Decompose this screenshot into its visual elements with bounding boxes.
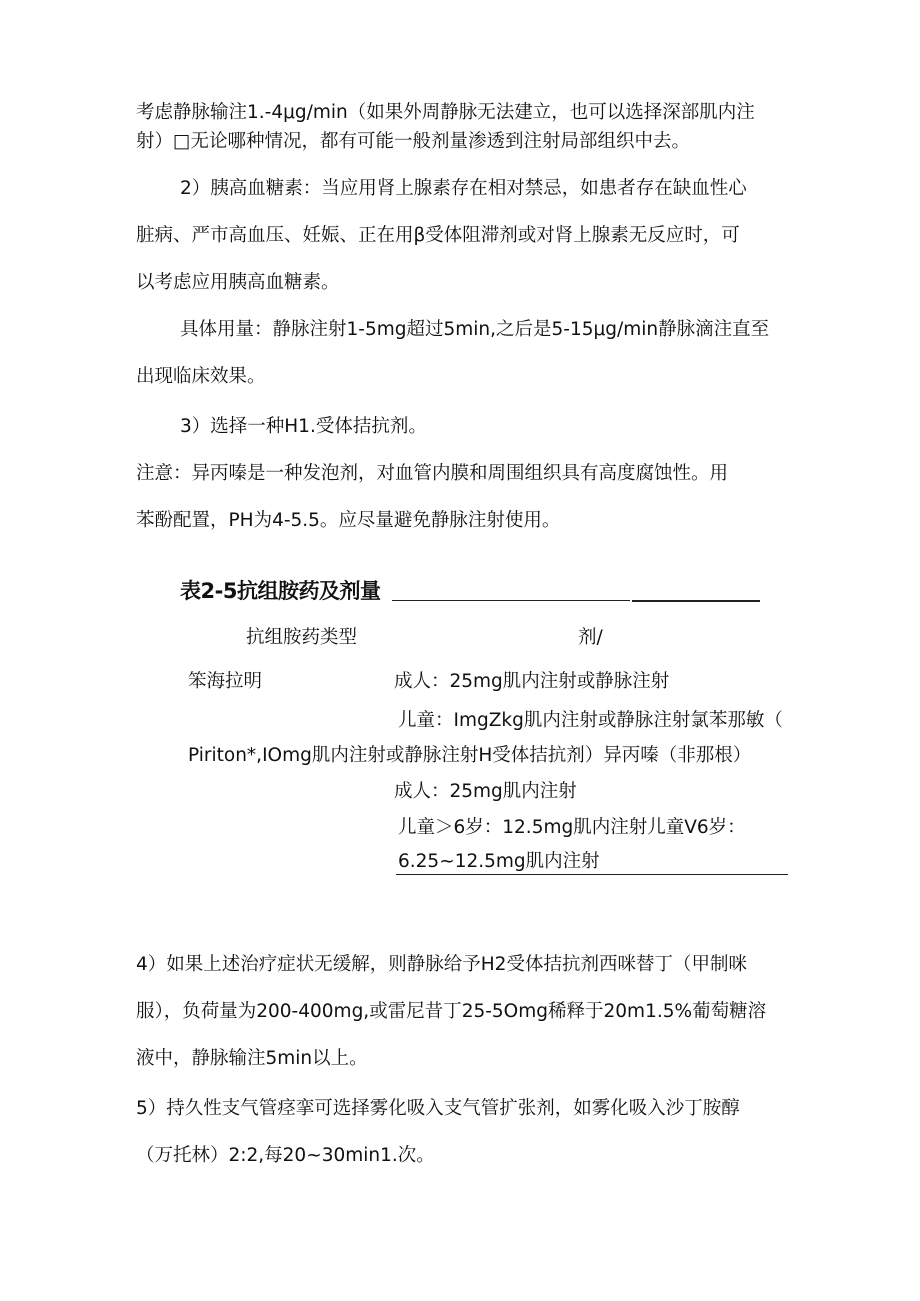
paragraph-line: 具体用量：静脉注射1-5mg超过5min,之后是5-15μg/min静脉滴注直至 bbox=[180, 319, 770, 340]
paragraph-line: 脏病、严市高血压、妊娠、正在用β受体阻滞剂或对肾上腺素无反应时，可 bbox=[136, 225, 740, 246]
table-dose-cell: 6.25~12.5mg肌内注射 bbox=[398, 851, 600, 872]
table-header-dose: 剂/ bbox=[578, 627, 603, 648]
table-header-type: 抗组胺药类型 bbox=[246, 627, 358, 648]
table-dose-cell: 成人：25mg肌内注射 bbox=[394, 781, 577, 802]
table-drug-name: Piriton*,IOmg肌内注射或静脉注射H受体拮抗剂）异丙嗪（非那根） bbox=[188, 745, 752, 766]
title-rule bbox=[392, 600, 630, 601]
table-dose-cell: 儿童：ImgZkg肌内注射或静脉注射氯苯那敏（ bbox=[398, 710, 783, 731]
paragraph-line: 以考虑应用胰高血糖素。 bbox=[136, 272, 340, 293]
table-title: 表2-5抗组胺药及剂量 bbox=[180, 579, 381, 603]
paragraph-line: 液中，静脉输注5min以上。 bbox=[136, 1048, 368, 1069]
paragraph-line: （万托林）2:2,每20~30min1.次。 bbox=[136, 1145, 435, 1166]
paragraph-line: 注意：异丙嗪是一种发泡剂，对血管内膜和周围组织具有高度腐蚀性。用 bbox=[136, 463, 729, 484]
paragraph-line: 服），负荷量为200-400mg,或雷尼昔丁25-5Omg稀释于20m1.5%葡萄糖溶 bbox=[136, 1001, 767, 1022]
paragraph-line: 2）胰高血糖素：当应用肾上腺素存在相对禁忌，如患者存在缺血性心 bbox=[180, 178, 747, 199]
paragraph-line: 射）□无论哪种情况，都有可能一般剂量渗透到注射局部组织中去。 bbox=[136, 131, 690, 152]
paragraph-line: 4）如果上述治疗症状无缓解，则静脉给予H2受体拮抗剂西咪替丁（甲制咪 bbox=[136, 954, 747, 975]
paragraph-line: 5）持久性支气管痉挛可选择雾化吸入支气管扩张剂，如雾化吸入沙丁胺醇 bbox=[136, 1098, 740, 1119]
paragraph-line: 苯酚配置，PH为4-5.5。应尽量避免静脉注射使用。 bbox=[136, 510, 561, 531]
table-dose-cell: 儿童＞6岁：12.5mg肌内注射儿童V6岁： bbox=[398, 817, 746, 838]
paragraph-line: 考虑静脉输注1.-4μg/min（如果外周静脉无法建立，也可以选择深部肌内注 bbox=[136, 102, 755, 123]
table-dose-cell: 成人：25mg肌内注射或静脉注射 bbox=[394, 671, 670, 692]
paragraph-line: 3）选择一种H1.受体拮抗剂。 bbox=[180, 416, 427, 437]
paragraph-line: 出现临床效果。 bbox=[136, 366, 266, 387]
table-bottom-rule bbox=[396, 874, 788, 875]
table-drug-name: 笨海拉明 bbox=[188, 671, 263, 692]
title-rule-thick bbox=[632, 600, 760, 602]
